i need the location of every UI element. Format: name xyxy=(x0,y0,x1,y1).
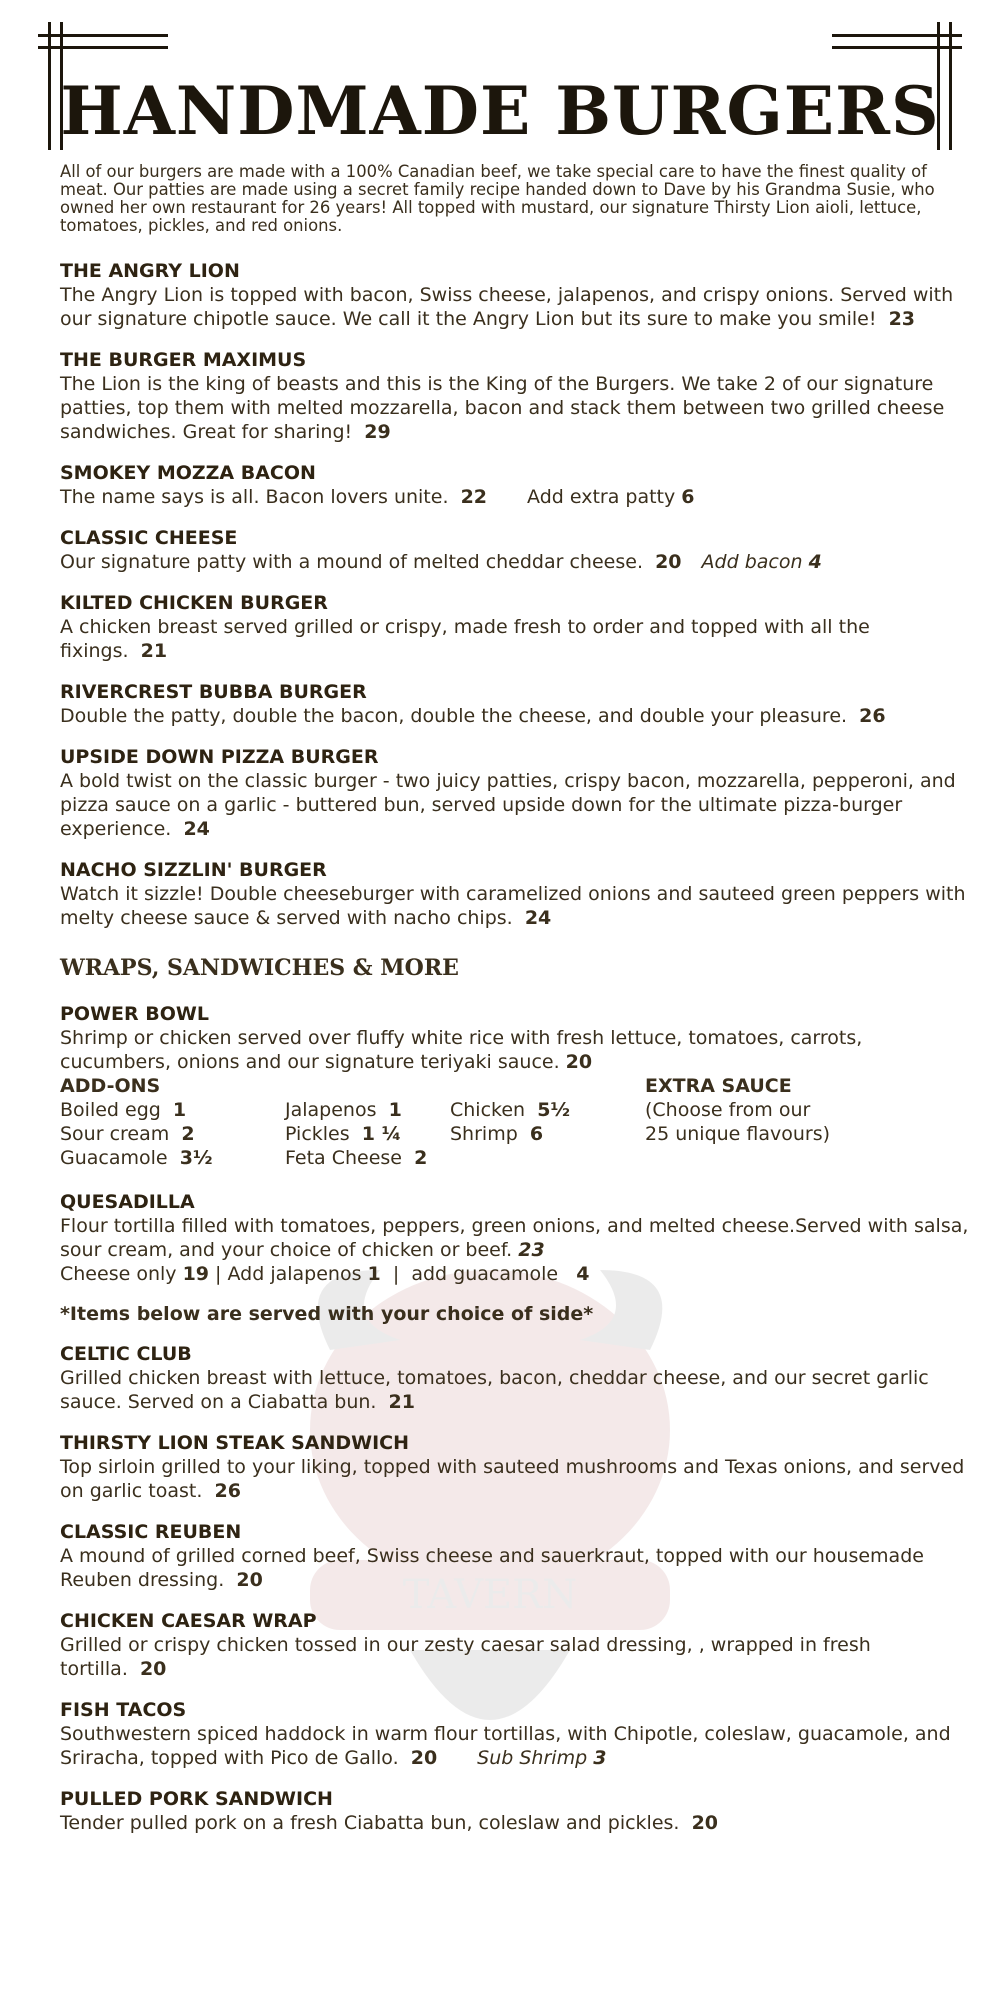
item-price: 21 xyxy=(388,1391,415,1413)
item-name: CELTIC CLUB xyxy=(60,1343,192,1365)
item-description-text: A bold twist on the classic burger - two juicy patties, crispy bacon, mozzarella, pepperoni, and pizza sauce on a garlic - buttered bun, served upside down for the ultimate pizza-burger experience. xyxy=(60,770,956,840)
addon-item xyxy=(640,1122,940,1146)
menu-item xyxy=(60,858,970,930)
menu-item xyxy=(60,259,970,331)
addon-item xyxy=(285,1098,450,1122)
addon-label: Jalapenos xyxy=(285,1099,377,1121)
item-price: 23 xyxy=(518,1239,545,1261)
menu-item xyxy=(60,1342,970,1414)
option-label: Add jalapenos xyxy=(227,1263,362,1285)
addon-label: Chicken xyxy=(450,1099,526,1121)
addon-label: (Choose from our xyxy=(645,1099,811,1121)
addon-price: 2 xyxy=(414,1147,428,1169)
item-name: THE ANGRY LION xyxy=(60,260,240,282)
menu-item xyxy=(60,526,970,574)
item-description xyxy=(60,615,970,663)
extra-option-price: 3 xyxy=(593,1747,607,1769)
item-description xyxy=(60,1722,970,1770)
extra-option-label: Sub Shrimp xyxy=(477,1747,588,1769)
addons-header: ADD-ONS xyxy=(60,1075,161,1097)
sandwich-list xyxy=(60,1342,970,1835)
menu-item xyxy=(60,461,970,509)
page-title: HANDMADE BURGERS xyxy=(60,72,940,150)
item-name: POWER BOWL xyxy=(60,1003,209,1025)
addon-item xyxy=(60,1098,285,1122)
item-price: 20 xyxy=(139,1658,167,1680)
item-name: KILTED CHICKEN BURGER xyxy=(60,592,328,614)
addon-label: Pickles xyxy=(285,1123,350,1145)
burger-list xyxy=(60,259,970,930)
item-description-text: A chicken breast served grilled or crispy, made fresh to order and topped with all the fixings. xyxy=(60,616,870,662)
sides-note: *Items below are served with your choice of side* xyxy=(60,1303,594,1325)
item-price: 20 xyxy=(691,1812,719,1834)
addon-label: Feta Cheese xyxy=(285,1147,402,1169)
item-description-text: Grilled chicken breast with lettuce, tomatoes, bacon, cheddar cheese, and our secret garlic sauce. Served on a Ciabatta bun. xyxy=(60,1367,929,1413)
item-description-text: Top sirloin grilled to your liking, topped with sauteed mushrooms and Texas onions, and served on garlic toast. xyxy=(60,1456,965,1502)
item-description-text: A mound of grilled corned beef, Swiss cheese and sauerkraut, topped with our housemade Reuben dressing. xyxy=(60,1545,924,1591)
item-description xyxy=(60,372,970,444)
addon-price: 2 xyxy=(181,1123,195,1145)
item-description-text: Shrimp or chicken served over fluffy white rice with fresh lettuce, tomatoes, carrots, cucumbers, onions and our signature teriyaki sauce. xyxy=(60,1027,863,1073)
item-description xyxy=(60,1633,970,1681)
item-description xyxy=(60,1811,970,1835)
menu-item xyxy=(60,745,970,841)
addon-label: Shrimp xyxy=(450,1123,518,1145)
addon-item xyxy=(60,1122,285,1146)
menu-item xyxy=(60,680,970,728)
item-price: 29 xyxy=(364,421,391,443)
option-label: Cheese only xyxy=(60,1263,177,1285)
item-name: FISH TACOS xyxy=(60,1699,187,1721)
item-description-text: Tender pulled pork on a fresh Ciabatta bun, coleslaw and pickles. xyxy=(60,1812,680,1834)
addon-item xyxy=(285,1122,450,1146)
item-price: 20 xyxy=(565,1051,593,1073)
item-description xyxy=(60,769,970,841)
section-heading: WRAPS, SANDWICHES & MORE xyxy=(60,955,459,981)
menu-content xyxy=(60,163,970,1852)
item-name: RIVERCREST BUBBA BURGER xyxy=(60,681,367,703)
addon-price: 1 ¼ xyxy=(361,1123,402,1145)
addon-price: 3½ xyxy=(179,1147,213,1169)
item-description-text: The Angry Lion is topped with bacon, Swiss cheese, jalapenos, and crispy onions. Served with our signature chipotle sauce. We call it the Angry Lion but its sure to make you smile! xyxy=(60,284,954,330)
item-description xyxy=(60,882,970,930)
item-name: UPSIDE DOWN PIZZA BURGER xyxy=(60,746,379,768)
addon-item xyxy=(640,1098,940,1122)
item-description xyxy=(60,704,970,728)
addon-item xyxy=(640,1146,940,1170)
item-name: NACHO SIZZLIN' BURGER xyxy=(60,859,327,881)
menu-item xyxy=(60,1002,970,1074)
item-name: QUESADILLA xyxy=(60,1191,195,1213)
extra-sauce-header: EXTRA SAUCE xyxy=(645,1075,792,1097)
item-price: 21 xyxy=(140,640,168,662)
item-price: 20 xyxy=(655,551,682,573)
item-price: 20 xyxy=(410,1747,438,1769)
menu-item xyxy=(60,1698,970,1770)
addon-price: 5½ xyxy=(537,1099,571,1121)
item-name: THE BURGER MAXIMUS xyxy=(60,349,307,371)
item-name: THIRSTY LION STEAK SANDWICH xyxy=(60,1432,410,1454)
item-price: 23 xyxy=(888,308,916,330)
addon-label: Boiled egg xyxy=(60,1099,161,1121)
menu-item xyxy=(60,1431,970,1503)
item-description-text: Our signature patty with a mound of melted cheddar cheese. xyxy=(60,551,643,573)
intro-text: All of our burgers are made with a 100% Canadian beef, we take special care to have the finest quality of meat. Our patties are made using a secret family recipe handed down to Dave by his Grandma Susie, who owned her own restaurant for 26 years! All topped with mustard, our signature Thirsty Lion aioli, lettuce, tomatoes, pickles, and red onions. xyxy=(60,162,935,235)
item-description-text: The Lion is the king of beasts and this is the King of the Burgers. We take 2 of our signature patties, top them with melted mozzarella, bacon and stack them between two grilled cheese sandwiches. Great for sharing! xyxy=(60,373,945,443)
item-price: 22 xyxy=(460,486,488,508)
item-price: 26 xyxy=(859,705,886,727)
item-description-text: Flour tortilla filled with tomatoes, peppers, green onions, and melted cheese.Served with salsa, sour cream, and your choice of chicken or beef. xyxy=(60,1215,969,1261)
addon-price: 1 xyxy=(172,1099,187,1121)
item-name: CHICKEN CAESAR WRAP xyxy=(60,1610,317,1632)
item-name: CLASSIC CHEESE xyxy=(60,527,238,549)
item-description xyxy=(60,283,970,331)
addon-label: Guacamole xyxy=(60,1147,168,1169)
addon-item xyxy=(60,1146,285,1170)
item-price: 20 xyxy=(236,1569,263,1591)
item-name: CLASSIC REUBEN xyxy=(60,1521,242,1543)
item-description xyxy=(60,550,970,574)
item-name: SMOKEY MOZZA BACON xyxy=(60,462,316,484)
item-description-text: Watch it sizzle! Double cheeseburger with caramelized onions and sauteed green peppers with melty cheese sauce & served with nacho chips. xyxy=(60,883,966,929)
menu-item xyxy=(60,1190,970,1286)
watermark-text: TAVERN xyxy=(402,1572,578,1618)
item-description xyxy=(60,485,970,509)
addon-price: 6 xyxy=(529,1123,544,1145)
menu-item xyxy=(60,1609,970,1681)
item-description xyxy=(60,1544,970,1592)
item-description xyxy=(60,1026,970,1074)
addon-price: 1 xyxy=(388,1099,402,1121)
option-label: add guacamole xyxy=(411,1263,559,1285)
extra-option-price: 6 xyxy=(681,486,695,508)
item-description: Flour tortilla filled with tomatoes, peppers, green onions, and melted cheese.Served with salsa, sour cream, and your choice of chicken or beef. 23 Cheese only 19 | Add jalapenos 1 | add guacamole 4 xyxy=(60,1215,969,1285)
addon-item xyxy=(285,1146,450,1170)
addon-label: 25 unique flavours) xyxy=(645,1123,831,1145)
addon-label: Sour cream xyxy=(60,1123,170,1145)
extra-option-label: Add bacon xyxy=(701,551,803,573)
item-description xyxy=(60,1455,970,1503)
addon-item xyxy=(450,1122,640,1146)
menu-item xyxy=(60,1787,970,1835)
item-description-text: Double the patty, double the bacon, double the cheese, and double your pleasure. xyxy=(60,705,848,727)
option-price: 1 xyxy=(367,1263,381,1285)
addon-item xyxy=(450,1098,640,1122)
item-name: PULLED PORK SANDWICH xyxy=(60,1788,333,1810)
menu-item xyxy=(60,1520,970,1592)
option-price: 19 xyxy=(182,1263,210,1285)
item-price: 24 xyxy=(524,907,552,929)
item-price: 26 xyxy=(214,1480,241,1502)
addons-grid xyxy=(60,1074,970,1170)
item-description xyxy=(60,1366,970,1414)
item-description-text: Southwestern spiced haddock in warm flour tortillas, with Chipotle, coleslaw, guacamole, and Sriracha, topped with Pico de Gallo. xyxy=(60,1723,951,1769)
addon-item xyxy=(450,1146,640,1170)
item-description-text: The name says is all. Bacon lovers unite. xyxy=(60,486,449,508)
menu-item xyxy=(60,591,970,663)
menu-item xyxy=(60,348,970,444)
item-price: 24 xyxy=(183,818,210,840)
extra-option-price: 4 xyxy=(808,551,822,573)
option-price: 4 xyxy=(576,1263,590,1285)
extra-option-label: Add extra patty xyxy=(527,486,676,508)
item-description-text: Grilled or crispy chicken tossed in our zesty caesar salad dressing, , wrapped in fresh tortilla. xyxy=(60,1634,871,1680)
